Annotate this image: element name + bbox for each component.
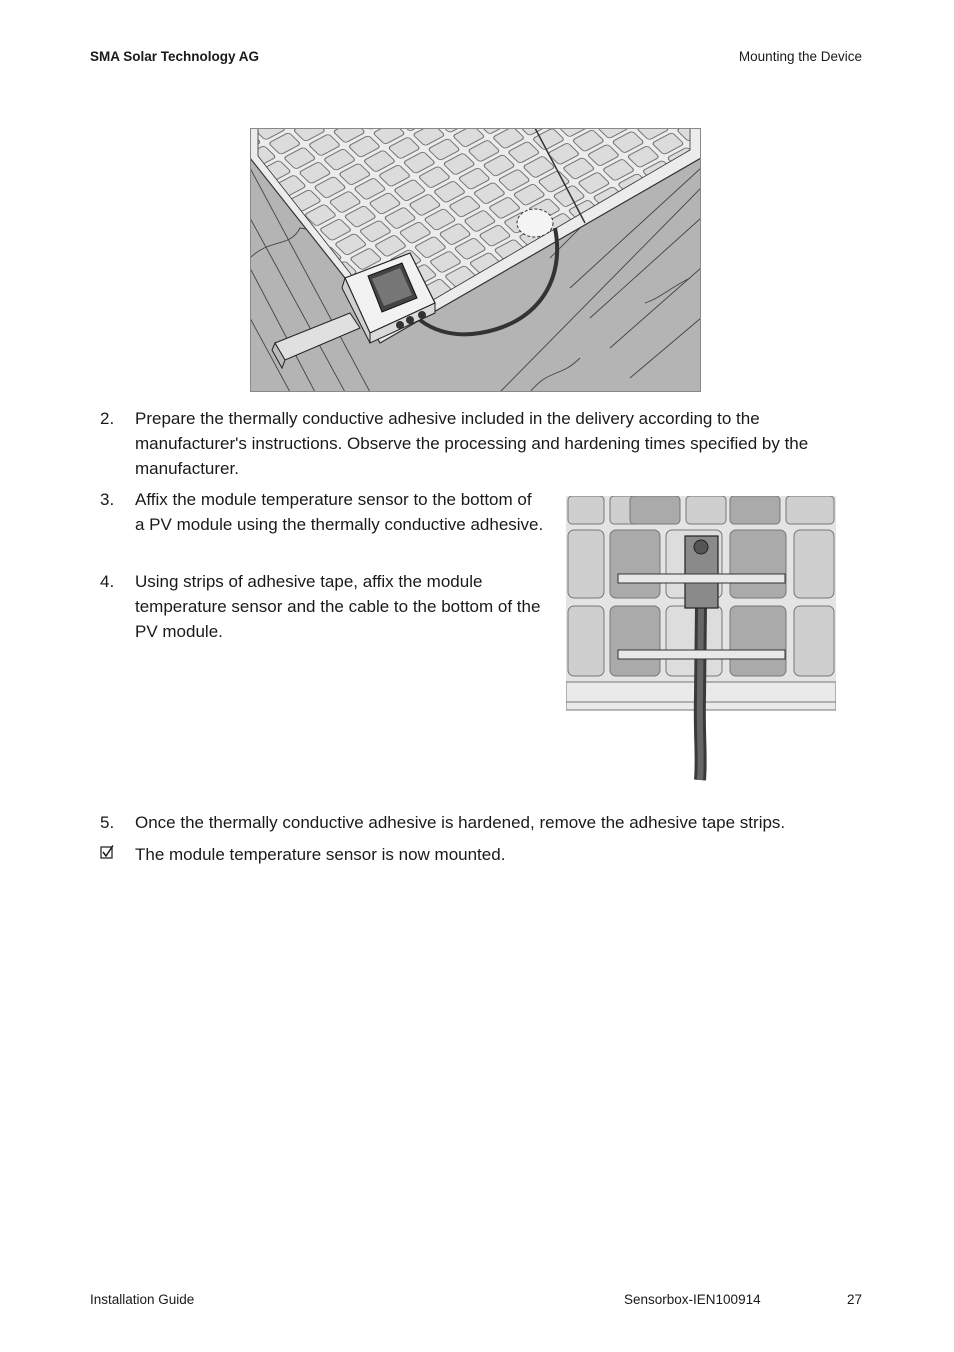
checked-box-icon <box>100 845 114 859</box>
footer-guide: Installation Guide <box>90 1292 195 1307</box>
step-text: Using strips of adhesive tape, affix the module temperature sensor and the cable to the bottom of the PV module. <box>135 572 541 641</box>
step-text: Once the thermally conductive adhesive is hardened, remove the adhesive tape strips. <box>135 813 786 832</box>
header-company: SMA Solar Technology AG <box>90 49 260 64</box>
page-number: 27 <box>846 1292 862 1307</box>
result-text: The module temperature sensor is now mounted. <box>135 845 506 864</box>
roof-mounting-illustration <box>250 128 701 392</box>
footer-doc-id: Sensorbox-IEN100914 <box>624 1292 761 1307</box>
step-number: 4. <box>100 572 115 591</box>
step-number: 2. <box>100 409 115 428</box>
header-section: Mounting the Device <box>738 49 862 64</box>
sensor-tape-illustration <box>566 496 836 782</box>
step-number: 3. <box>100 490 115 509</box>
step-text: Prepare the thermally conductive adhesive included in the delivery according to the manufacturer's instructions. Observe the processing and hardening times specified by the manufacturer. <box>135 409 809 478</box>
step-text: Affix the module temperature sensor to the bottom of a PV module using the thermally conductive adhesive. <box>135 490 544 534</box>
step-number: 5. <box>100 813 115 832</box>
